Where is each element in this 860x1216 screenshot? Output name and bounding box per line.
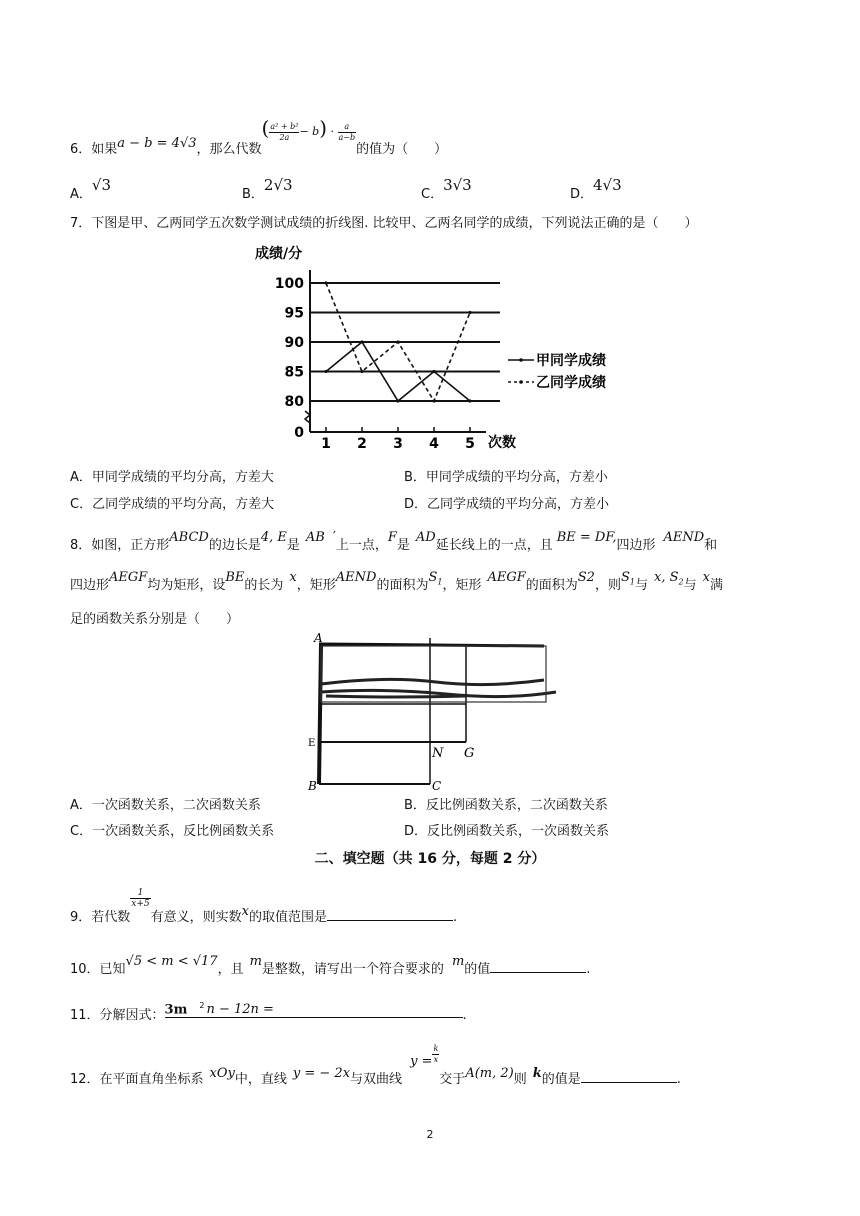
- q6-condition: a − b = 4√3: [117, 136, 197, 151]
- text: 四边形: [616, 538, 656, 553]
- frac-num: k: [433, 1044, 439, 1053]
- q6-option-d: [570, 175, 622, 202]
- math-x: x: [241, 904, 249, 919]
- frac-den: x+5: [131, 899, 150, 909]
- text: 满: [709, 578, 723, 593]
- text: ，则: [594, 578, 621, 593]
- q6-option-b: [242, 175, 293, 202]
- text: 12．在平面直角坐标系: [70, 1072, 204, 1087]
- y-tick-label: 0: [294, 425, 304, 441]
- q6-expr2-den: a−b: [338, 132, 356, 142]
- q7-option-c: C．乙同学成绩的平均分高，方差大: [70, 497, 275, 512]
- label-c: C: [432, 779, 442, 792]
- text: .: [586, 962, 591, 977]
- text: 均为矩形，设: [147, 578, 226, 593]
- section-title: 二、填空题（共 16 分，每题 2 分）: [314, 851, 546, 867]
- y-tick-label: 100: [274, 276, 304, 292]
- q6-prefix: 如果: [91, 142, 118, 157]
- q11-answer-line[interactable]: [165, 1001, 463, 1018]
- math-aend: AEND: [335, 570, 377, 585]
- q10-answer-blank[interactable]: [490, 960, 586, 973]
- q9-line: [70, 888, 458, 925]
- q6-option-c: [421, 175, 472, 202]
- math-k: k: [532, 1066, 542, 1081]
- x-tick-label: 1: [321, 436, 331, 452]
- s: S: [428, 570, 438, 585]
- s: S: [620, 570, 630, 585]
- sup: 2: [199, 1000, 205, 1010]
- math-m: m: [249, 954, 262, 969]
- math-4e: 4, E: [260, 530, 287, 545]
- text: 上一点，: [335, 538, 388, 553]
- chart-xlabel: 次数: [488, 435, 516, 451]
- math-ab: AB: [305, 530, 325, 545]
- q6-expr-minus-b: − b: [299, 125, 320, 138]
- text: 8．如图，正方形: [70, 538, 170, 553]
- text: 是: [396, 538, 410, 553]
- option-value: √3: [91, 176, 112, 194]
- math-line: y = − 2x: [292, 1066, 351, 1081]
- x-tick-label: 5: [465, 436, 475, 452]
- q6-dot: ·: [330, 125, 335, 138]
- math-x-s2: [654, 570, 684, 585]
- text: 是整数，请写出一个符合要求的: [261, 962, 444, 977]
- sub: 2: [678, 577, 684, 587]
- text: 中，直线: [234, 1072, 287, 1087]
- option-letter: C．: [421, 187, 444, 202]
- data-point: [468, 311, 471, 314]
- option-letter: B．: [242, 187, 264, 202]
- text: 的面积为: [376, 578, 429, 593]
- data-point: [432, 399, 435, 402]
- text: 11．分解因式：: [70, 1008, 165, 1023]
- q11-line: [70, 998, 467, 1023]
- q8-line3: 足的函数关系分别是（ ）: [70, 612, 240, 627]
- x-tick-label: 4: [429, 436, 439, 452]
- q8-option-b: B．反比例函数关系，二次函数关系: [404, 798, 608, 813]
- math-s2: S2: [577, 570, 595, 585]
- q12-answer-blank[interactable]: [581, 1070, 677, 1083]
- text: ，矩形: [442, 578, 482, 593]
- math-hyp-y: y =: [410, 1054, 433, 1069]
- text: ，矩形: [296, 578, 336, 593]
- q8-figure: [306, 632, 566, 792]
- text: 与: [683, 578, 697, 593]
- sub: 1: [629, 577, 635, 587]
- data-point: [360, 340, 363, 343]
- chart-ylabel: 成绩/分: [255, 246, 303, 262]
- q6-suffix: 的值为（ ）: [356, 142, 448, 157]
- x-tick-label: 2: [357, 436, 367, 452]
- math-x: x: [702, 570, 710, 585]
- math-aend: AEND: [663, 530, 705, 545]
- q8-option-d: D．反比例函数关系，一次函数关系: [404, 824, 610, 839]
- math-inequality: √5 < m < √17: [125, 954, 218, 969]
- data-point: [324, 281, 327, 284]
- text: 的值是: [541, 1072, 581, 1087]
- option-letter: A．: [70, 187, 92, 202]
- label-b: B: [308, 779, 317, 792]
- math-aegf: AEGF: [109, 570, 148, 585]
- prime: ′: [332, 530, 336, 545]
- text: 与双曲线: [350, 1072, 403, 1087]
- frac-den: x: [433, 1055, 439, 1064]
- y-tick-label: 95: [284, 305, 304, 322]
- line-chart: [250, 240, 606, 460]
- data-point: [360, 370, 363, 373]
- q8-line1: [70, 526, 718, 553]
- math-be-df: BE = DF,: [556, 530, 617, 545]
- label-a: A: [314, 632, 323, 645]
- option-value: 2√3: [263, 176, 293, 194]
- q9-answer-blank[interactable]: [327, 908, 453, 921]
- q8-line2: [70, 566, 723, 593]
- q6-line: [70, 116, 448, 157]
- text: 有意义，则实数: [150, 910, 242, 925]
- q6-expr-den: 2a: [279, 132, 290, 142]
- text: 9．若代数: [70, 910, 131, 925]
- math-s1: [621, 570, 635, 585]
- label-e: E: [308, 738, 316, 749]
- q10-line: [70, 950, 591, 977]
- x-tick-label: 3: [393, 436, 403, 452]
- math-s1: [428, 570, 442, 585]
- option-value: 3√3: [443, 176, 472, 194]
- math-abcd: ABCD: [169, 530, 209, 545]
- math-m: m: [451, 954, 465, 969]
- option-letter: D．: [570, 187, 594, 202]
- text: 和: [704, 538, 718, 553]
- text: 延长线上的一点，且: [435, 538, 553, 553]
- math-xoy: xOy: [209, 1066, 235, 1081]
- label-g: G: [464, 746, 475, 761]
- y-tick-label: 90: [284, 335, 304, 351]
- q12-fraction: [432, 1044, 439, 1065]
- q6-expr-num: a² + b²: [270, 121, 299, 131]
- math-f: F: [387, 530, 397, 545]
- q6-option-a: [70, 175, 112, 202]
- q6-number: 6．: [70, 142, 92, 157]
- q6-expr2-num: a: [338, 122, 357, 133]
- q7-option-d: D．乙同学成绩的平均分高，方差小: [404, 497, 610, 512]
- data-point: [468, 399, 471, 402]
- option-value: 4√3: [593, 176, 622, 194]
- text: 的面积为: [525, 578, 578, 593]
- q7-stem: 7．下图是甲、乙两同学五次数学测试成绩的折线图. 比较甲、乙两名同学的成绩，下列说法正确的是（ ）: [70, 216, 698, 231]
- q7-option-a: A．甲同学成绩的平均分高，方差大: [70, 470, 274, 485]
- text: 与: [634, 578, 648, 593]
- text: 10．已知: [70, 962, 126, 977]
- scribble: [321, 679, 556, 697]
- math-aegf: AEGF: [487, 570, 526, 585]
- text: 的边长是: [208, 538, 261, 553]
- text: .: [676, 1072, 681, 1087]
- legend-marker: [519, 380, 523, 384]
- math-x: x: [289, 570, 297, 585]
- math-be: BE: [225, 570, 245, 585]
- page-number: 2: [426, 1128, 434, 1141]
- q8-option-a: A．一次函数关系，二次函数关系: [70, 798, 261, 813]
- text: .: [462, 1008, 467, 1023]
- q7-option-b: B．甲同学成绩的平均分高，方差小: [404, 470, 608, 485]
- text: .: [453, 910, 458, 925]
- q6-mid: ，那么代数: [196, 142, 262, 157]
- text: 则: [513, 1072, 527, 1087]
- data-point: [396, 399, 399, 402]
- legend-marker: [519, 358, 523, 362]
- q12-line: [70, 1044, 681, 1087]
- q9-fraction: [130, 888, 150, 909]
- q6-expression: ( $\frac{\text{a² + b²}}{2a}$ − b) · $\frac{a}{a-b}$: [261, 116, 356, 142]
- text: 的取值范围是: [248, 910, 327, 925]
- data-point: [432, 370, 435, 373]
- text: ，且: [217, 962, 244, 977]
- math-point: A(m, 2): [465, 1066, 514, 1081]
- data-point: [396, 340, 399, 343]
- text: 的长为: [244, 578, 284, 593]
- frac-num: 1: [130, 888, 150, 899]
- y-tick-label: 80: [284, 394, 304, 410]
- sub: 1: [437, 577, 443, 587]
- xs: x, S: [654, 570, 679, 585]
- math-ad: AD: [415, 530, 436, 545]
- math-3m: 3m: [164, 1002, 188, 1017]
- legend-label: 甲同学成绩: [536, 353, 606, 369]
- text: 四边形: [70, 578, 110, 593]
- text: 交于: [439, 1072, 466, 1087]
- y-tick-label: 85: [284, 364, 304, 381]
- text: 是: [286, 538, 300, 553]
- q8-option-c: C．一次函数关系，反比例函数关系: [70, 824, 275, 839]
- legend-label: 乙同学成绩: [536, 375, 606, 391]
- label-n: N: [432, 746, 444, 761]
- text: 的值: [464, 962, 491, 977]
- math-expr: n − 12n =: [206, 1002, 274, 1017]
- data-point: [324, 370, 327, 373]
